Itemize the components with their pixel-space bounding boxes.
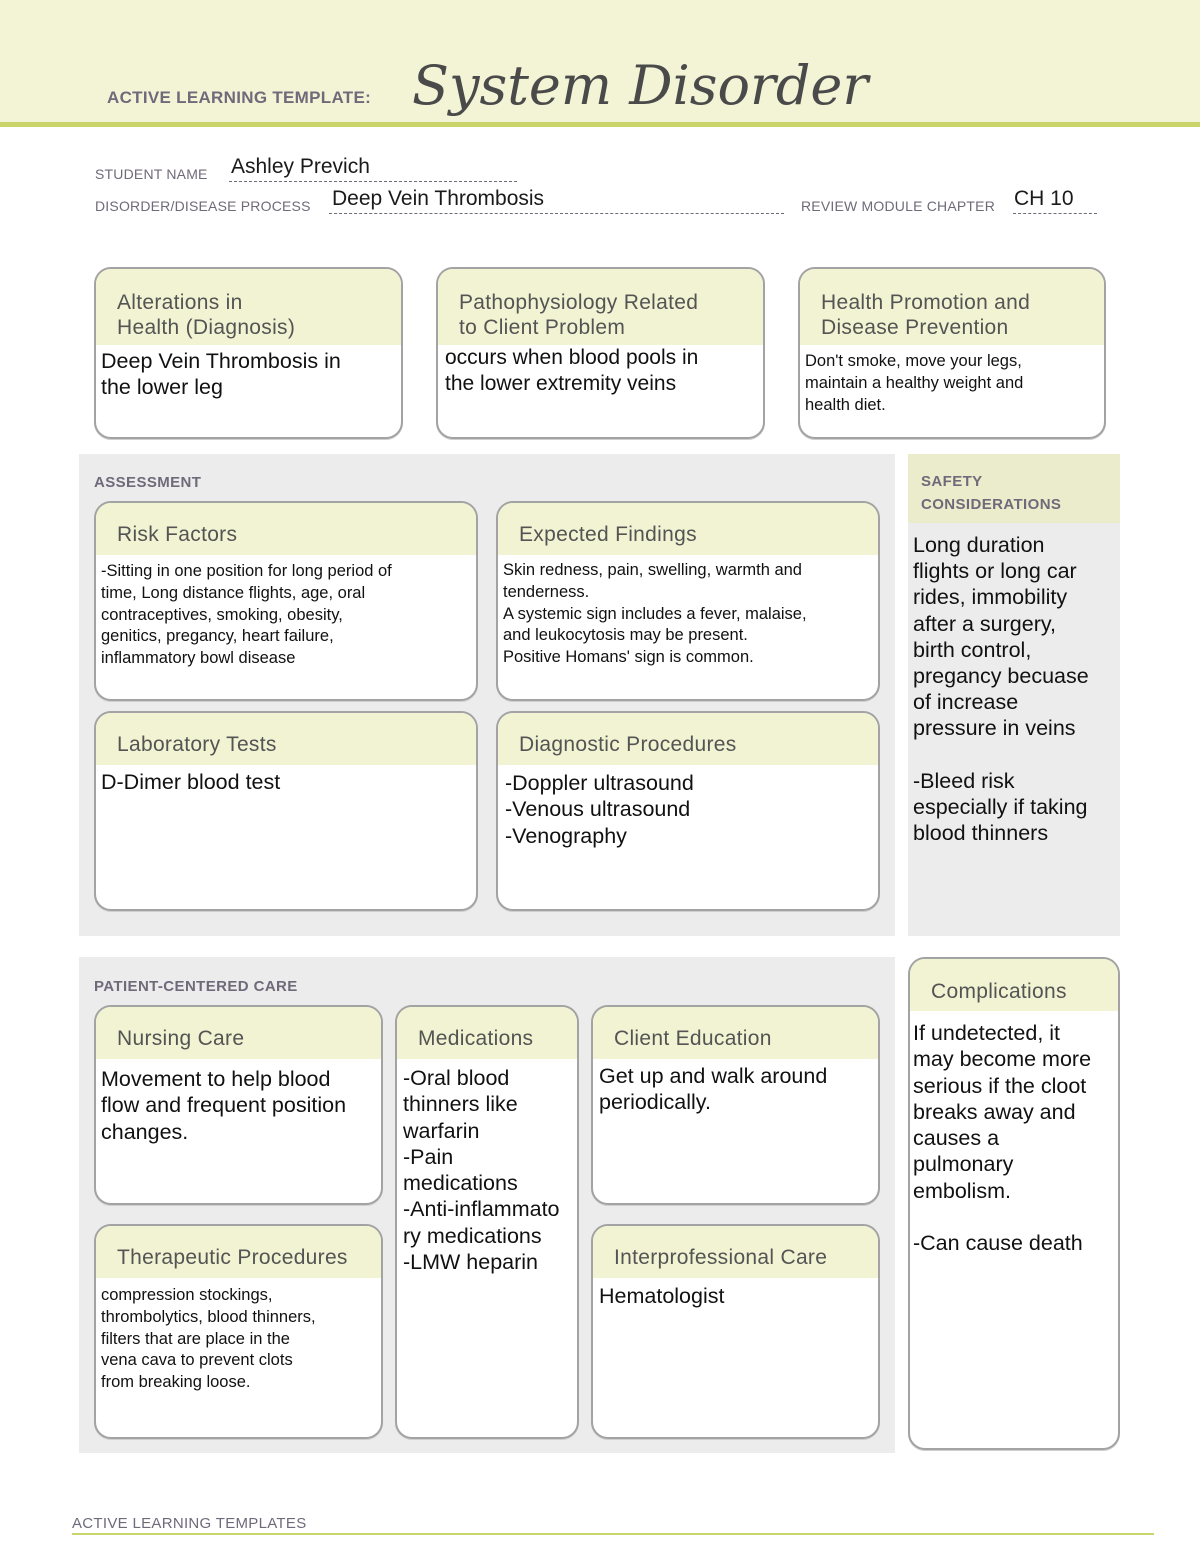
page-title: System Disorder — [412, 54, 869, 117]
laboratory-tests-box — [94, 711, 478, 911]
safety-label: SAFETY CONSIDERATIONS — [921, 473, 1062, 513]
patient-care-label: PATIENT-CENTERED CARE — [94, 978, 298, 995]
alterations-title: Alterations in Health (Diagnosis) — [96, 269, 401, 345]
expected-findings-text[interactable]: Skin redness, pain, swelling, warmth and tenderness. A systemic sign includes a fever, malaise, and leukocytosis may be present. Positive Homans' sign is common. — [503, 561, 807, 667]
safety-header — [908, 454, 1120, 523]
pathophysiology-text[interactable]: occurs when blood pools in the lower extremity veins — [445, 346, 699, 396]
nursing-care-text[interactable]: Movement to help blood flow and frequent position changes. — [101, 1067, 347, 1144]
pathophysiology-title: Pathophysiology Related to Client Problem — [438, 269, 763, 345]
footer-label: ACTIVE LEARNING TEMPLATES — [72, 1515, 307, 1532]
client-education-box — [591, 1005, 880, 1205]
complications-title: Complications — [910, 959, 1118, 1011]
chapter-label: REVIEW MODULE CHAPTER — [801, 198, 995, 214]
therapeutic-procedures-box — [94, 1224, 383, 1439]
health-promotion-box — [798, 267, 1106, 439]
diagnostic-procedures-box — [496, 711, 880, 911]
student-name-line — [229, 181, 517, 182]
expected-findings-title: Expected Findings — [498, 503, 878, 555]
interprofessional-care-box — [591, 1224, 880, 1439]
expected-findings-box — [496, 501, 880, 701]
medications-text[interactable]: -Oral blood thinners like warfarin -Pain medications -Anti-inflammato ry medications -LMW heparin — [403, 1066, 560, 1275]
chapter-field[interactable]: CH 10 — [1014, 187, 1074, 210]
template-label: ACTIVE LEARNING TEMPLATE: — [107, 88, 372, 107]
diagnostic-procedures-title: Diagnostic Procedures — [498, 713, 878, 765]
disorder-line — [329, 213, 784, 214]
nursing-care-box — [94, 1005, 383, 1205]
laboratory-tests-text[interactable]: D-Dimer blood test — [101, 770, 281, 794]
health-promotion-title: Health Promotion and Disease Prevention — [800, 269, 1104, 345]
interprofessional-care-title: Interprofessional Care — [593, 1226, 878, 1278]
nursing-care-title: Nursing Care — [96, 1007, 381, 1059]
footer-rule — [72, 1533, 1154, 1535]
disorder-label: DISORDER/DISEASE PROCESS — [95, 198, 311, 214]
medications-box — [395, 1005, 579, 1439]
assessment-label: ASSESSMENT — [94, 474, 202, 491]
safety-text[interactable]: Long duration flights or long car rides, immobility after a surgery, birth control, pregancy becuase of increase pressure in veins -Bleed risk especially if taking blood thinners — [913, 533, 1089, 846]
therapeutic-procedures-title: Therapeutic Procedures — [96, 1226, 381, 1278]
header-rule — [0, 122, 1200, 127]
complications-box — [908, 957, 1120, 1450]
chapter-line — [1013, 213, 1097, 214]
laboratory-tests-title: Laboratory Tests — [96, 713, 476, 765]
student-name-label: STUDENT NAME — [95, 166, 208, 182]
alterations-box — [94, 267, 403, 439]
health-promotion-text[interactable]: Don't smoke, move your legs, maintain a healthy weight and health diet. — [805, 352, 1024, 414]
pathophysiology-box — [436, 267, 765, 439]
medications-title: Medications — [397, 1007, 577, 1059]
diagnostic-procedures-text[interactable]: -Doppler ultrasound -Venous ultrasound -Venography — [505, 771, 694, 848]
risk-factors-text[interactable]: -Sitting in one position for long period of time, Long distance flights, age, oral contraceptives, smoking, obesity, genitics, pregancy, heart failure, inflammatory bowl disease — [101, 562, 392, 668]
risk-factors-box — [94, 501, 478, 701]
complications-text[interactable]: If undetected, it may become more serious if the cloot breaks away and causes a pulmonary embolism. -Can cause death — [913, 1021, 1092, 1256]
student-name-field[interactable]: Ashley Previch — [231, 155, 370, 178]
client-education-title: Client Education — [593, 1007, 878, 1059]
interprofessional-care-text[interactable]: Hematologist — [599, 1284, 725, 1308]
risk-factors-title: Risk Factors — [96, 503, 476, 555]
client-education-text[interactable]: Get up and walk around periodically. — [599, 1064, 828, 1115]
therapeutic-procedures-text[interactable]: compression stockings, thrombolytics, blood thinners, filters that are place in the vena cava to prevent clots from breaking loose. — [101, 1286, 316, 1392]
disorder-field[interactable]: Deep Vein Thrombosis — [332, 187, 545, 210]
alterations-text[interactable]: Deep Vein Thrombosis in the lower leg — [101, 349, 341, 400]
